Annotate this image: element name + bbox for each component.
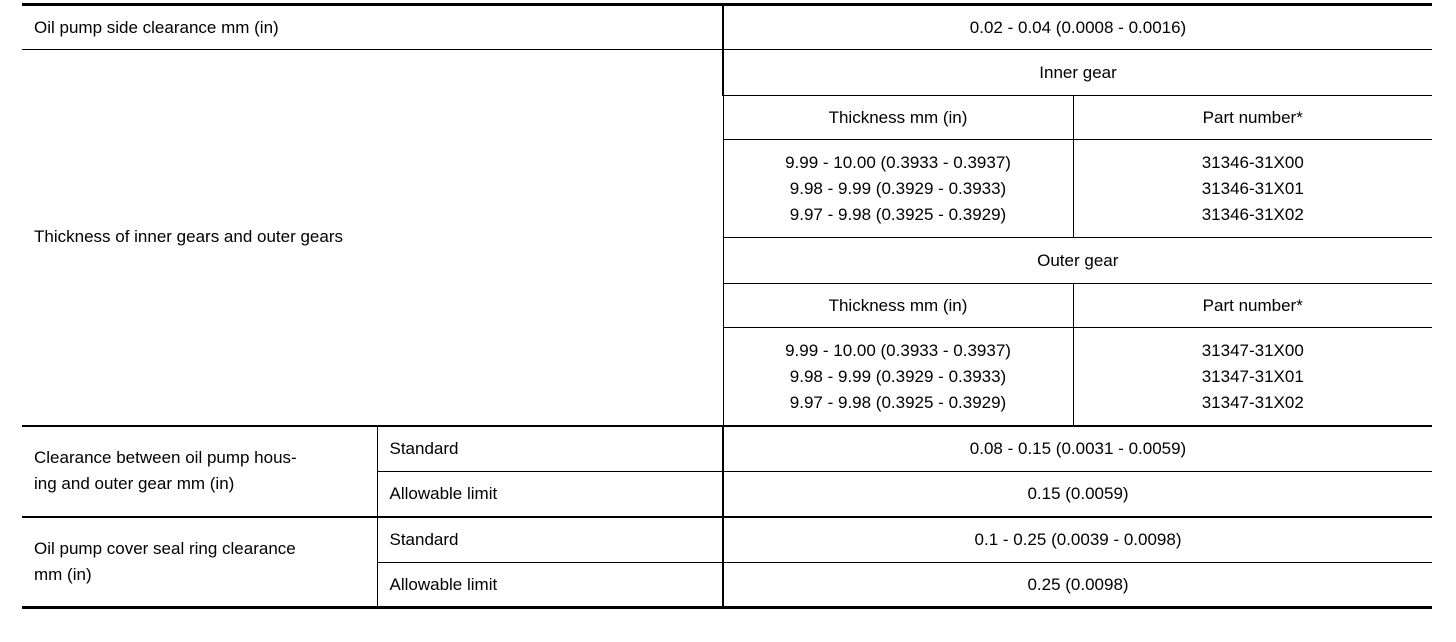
seal-ring-clearance-label-line1: Oil pump cover seal ring clearance <box>34 538 296 558</box>
outer-part-1: 31347-31X00 <box>1201 340 1304 360</box>
housing-standard-label: Standard <box>377 426 723 472</box>
housing-standard-row <box>22 426 1432 472</box>
outer-thickness-values <box>723 328 1073 426</box>
inner-thickness-1: 9.99 - 10.00 (0.3933 - 0.3937) <box>785 152 1011 172</box>
housing-limit-label: Allowable limit <box>377 472 723 517</box>
housing-clearance-label <box>22 426 377 517</box>
inner-part-1: 31346-31X00 <box>1201 152 1304 172</box>
side-clearance-label: Oil pump side clearance mm (in) <box>22 5 723 50</box>
seal-ring-clearance-label <box>22 517 377 608</box>
inner-part-2: 31346-31X01 <box>1201 178 1304 198</box>
seal-ring-clearance-label-line2: mm (in) <box>34 564 92 584</box>
outer-part-header: Part number* <box>1073 284 1432 328</box>
outer-part-values <box>1073 328 1432 426</box>
inner-gear-title-row <box>22 50 1432 96</box>
outer-part-2: 31347-31X01 <box>1201 366 1304 386</box>
inner-part-values <box>1073 140 1432 238</box>
outer-thickness-1: 9.99 - 10.00 (0.3933 - 0.3937) <box>785 340 1011 360</box>
side-clearance-row <box>22 5 1432 50</box>
seal-standard-value: 0.1 - 0.25 (0.0039 - 0.0098) <box>723 517 1432 563</box>
housing-standard-value: 0.08 - 0.15 (0.0031 - 0.0059) <box>723 426 1432 472</box>
seal-standard-label: Standard <box>377 517 723 563</box>
outer-part-3: 31347-31X02 <box>1201 392 1304 412</box>
outer-thickness-2: 9.98 - 9.99 (0.3929 - 0.3933) <box>789 366 1007 386</box>
inner-part-3: 31346-31X02 <box>1201 204 1304 224</box>
gear-thickness-label: Thickness of inner gears and outer gears <box>22 50 723 426</box>
seal-standard-row <box>22 517 1432 563</box>
side-clearance-value: 0.02 - 0.04 (0.0008 - 0.0016) <box>723 5 1432 50</box>
housing-clearance-label-line2: ing and outer gear mm (in) <box>34 474 235 493</box>
outer-thickness-header: Thickness mm (in) <box>723 284 1073 328</box>
housing-clearance-label-line1: Clearance between oil pump hous- <box>34 448 297 467</box>
inner-thickness-3: 9.97 - 9.98 (0.3925 - 0.3929) <box>789 204 1007 224</box>
inner-gear-title: Inner gear <box>723 50 1432 96</box>
inner-thickness-values <box>723 140 1073 238</box>
seal-limit-value: 0.25 (0.0098) <box>723 563 1432 608</box>
inner-part-header: Part number* <box>1073 96 1432 140</box>
seal-limit-label: Allowable limit <box>377 563 723 608</box>
oil-pump-spec-table <box>22 3 1432 609</box>
inner-thickness-2: 9.98 - 9.99 (0.3929 - 0.3933) <box>789 178 1007 198</box>
outer-thickness-3: 9.97 - 9.98 (0.3925 - 0.3929) <box>789 392 1007 412</box>
inner-thickness-header: Thickness mm (in) <box>723 96 1073 140</box>
housing-limit-value: 0.15 (0.0059) <box>723 472 1432 517</box>
outer-gear-title: Outer gear <box>723 238 1432 284</box>
